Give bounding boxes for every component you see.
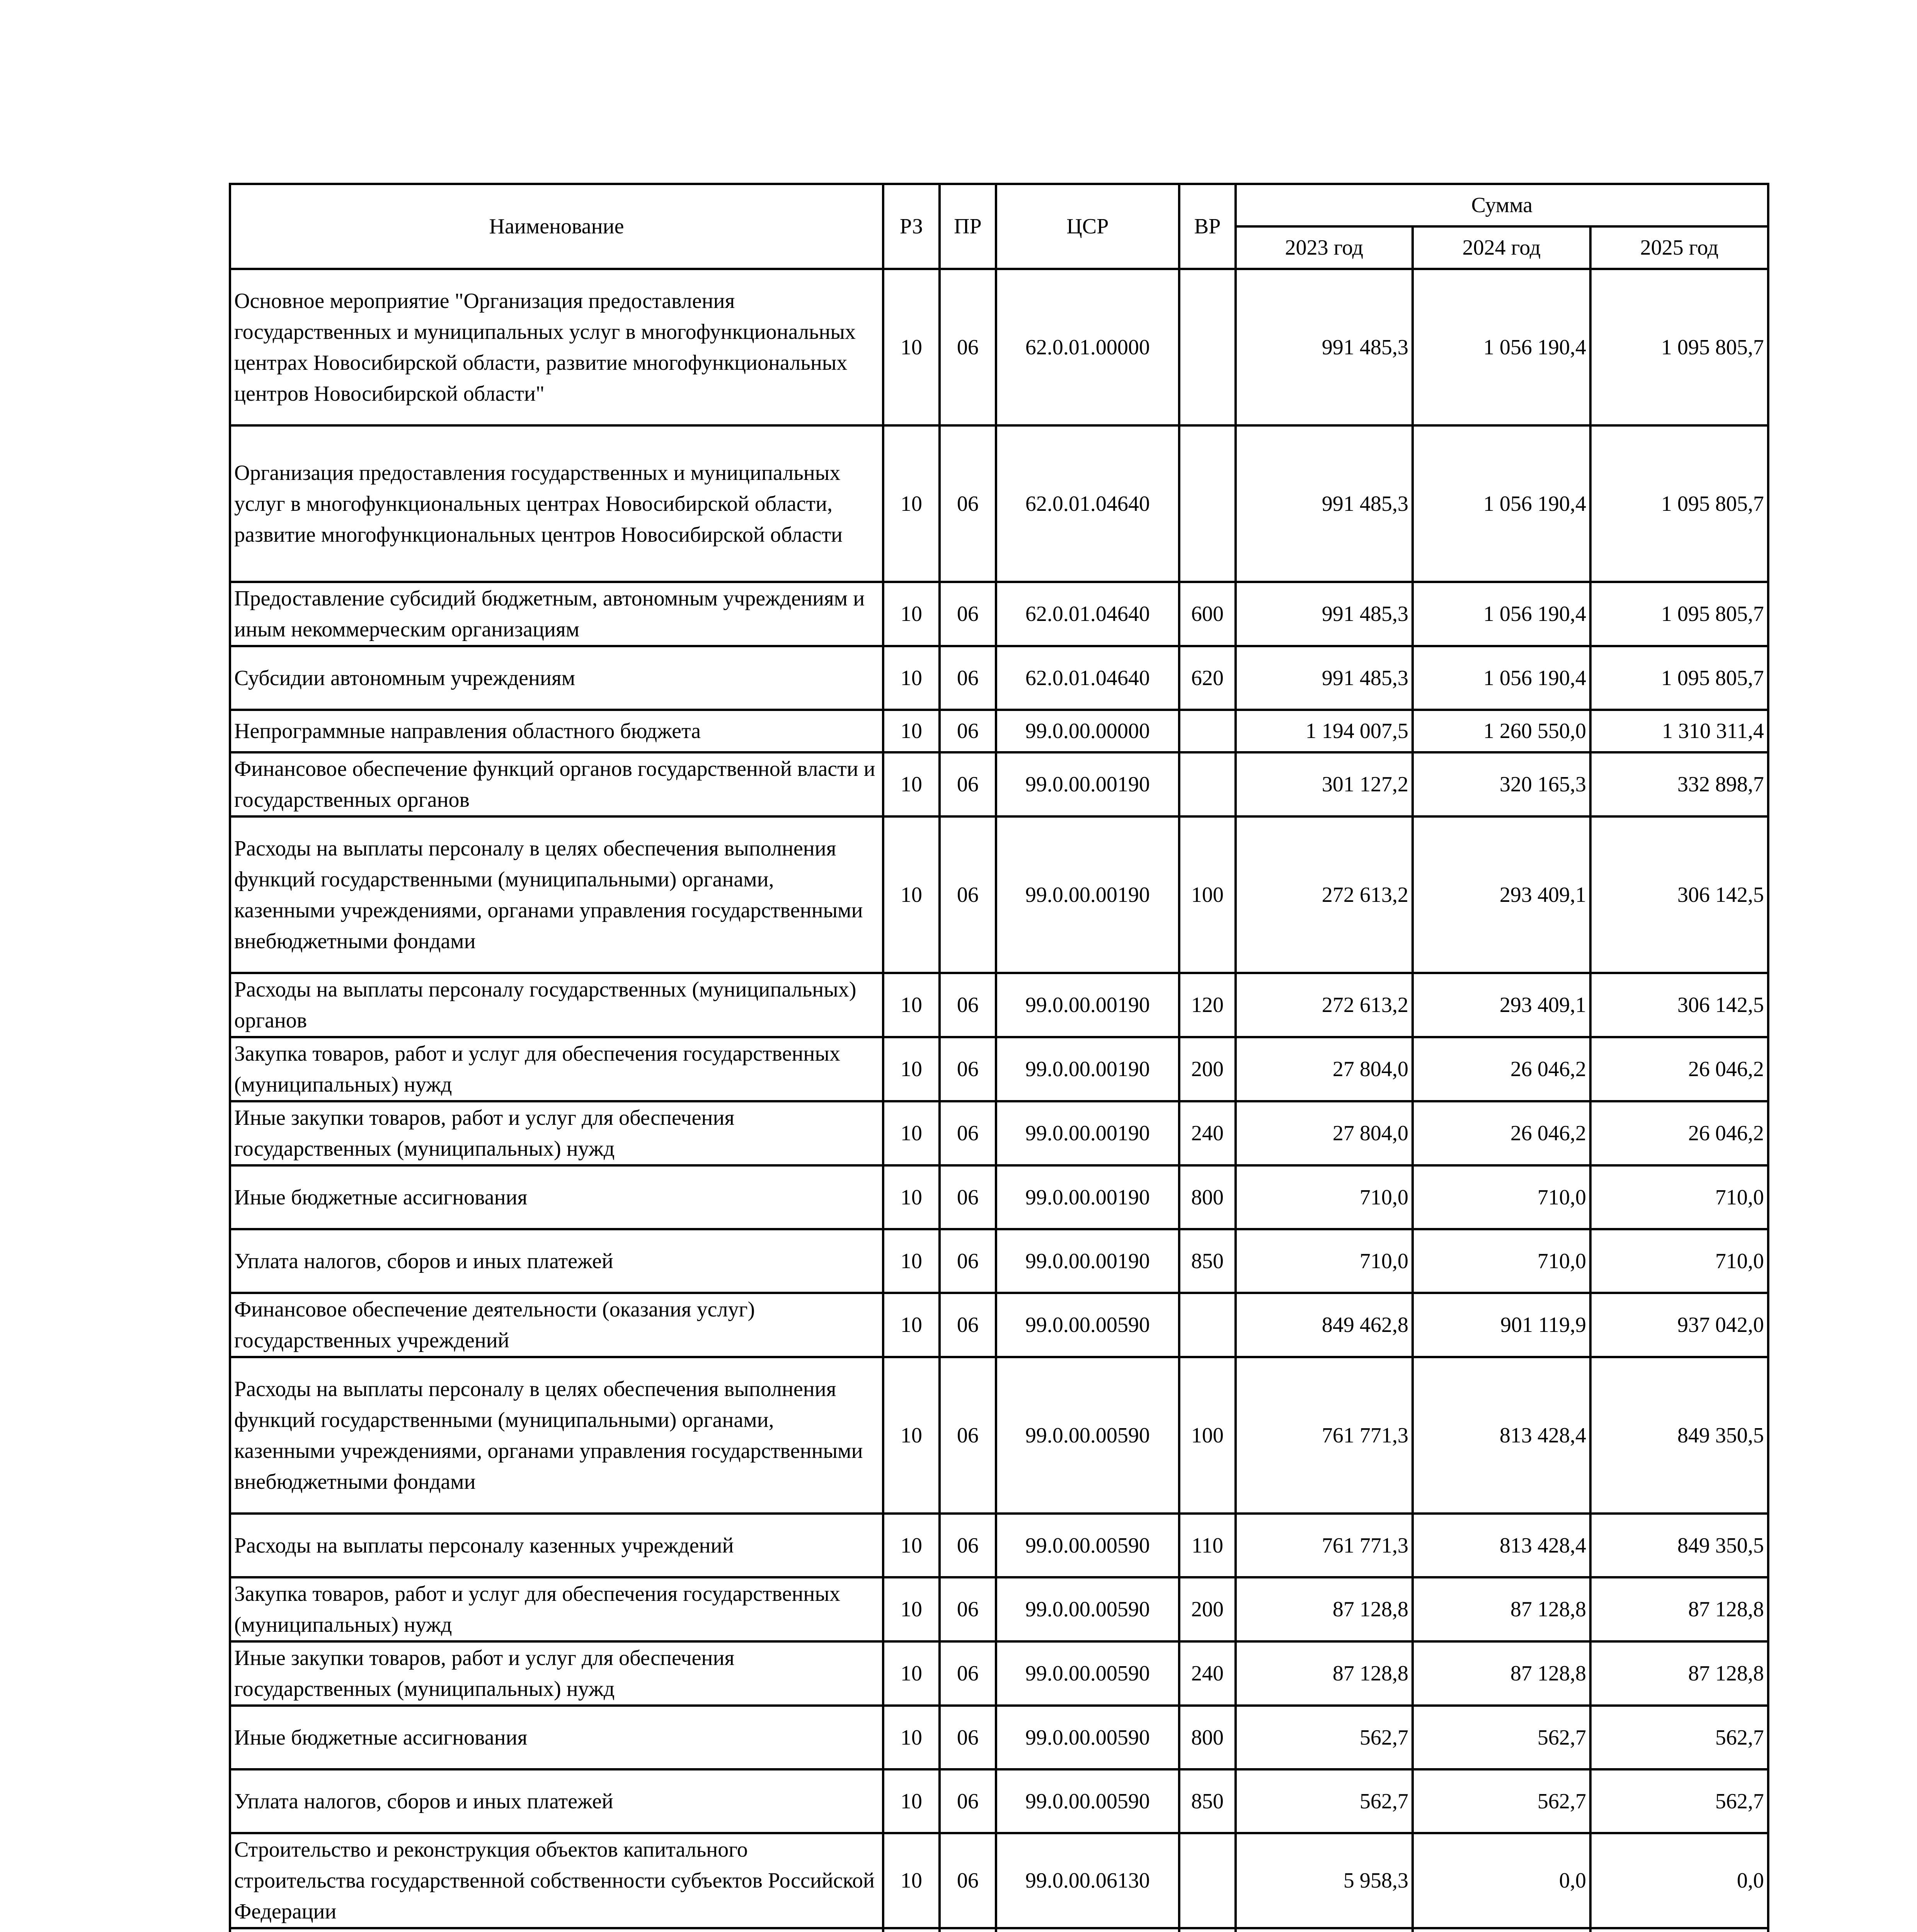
row-sum-2023: 991 485,3 — [1236, 269, 1413, 425]
row-sum-2023: 849 462,8 — [1236, 1293, 1413, 1357]
row-name: Основное мероприятие "Организация предоставления государственных и муниципальных услуг в многофункциональных центрах Новосибирской области, развитие многофункциональных центров Новосибирской области" — [230, 269, 883, 425]
row-name: Иные бюджетные ассигнования — [230, 1165, 883, 1229]
row-rz: 10 — [883, 816, 940, 973]
table-body — [230, 269, 1768, 1932]
header-rz: РЗ — [883, 184, 940, 269]
row-sum-2025: 849 350,5 — [1590, 1357, 1768, 1514]
table-row — [230, 425, 1768, 582]
table-row — [230, 1641, 1768, 1706]
row-pr: 06 — [940, 1769, 996, 1833]
row-sum-2025: 1 095 805,7 — [1590, 646, 1768, 710]
row-csr — [996, 1928, 1179, 1932]
row-csr: 99.0.00.00590 — [996, 1706, 1179, 1769]
row-pr: 06 — [940, 816, 996, 973]
row-csr: 99.0.00.00190 — [996, 1101, 1179, 1165]
row-pr: 06 — [940, 1165, 996, 1229]
row-name: Субсидии автономным учреждениям — [230, 646, 883, 710]
row-vr: 110 — [1179, 1514, 1236, 1577]
row-vr: 240 — [1179, 1641, 1236, 1706]
row-sum-2024: 87 128,8 — [1413, 1577, 1590, 1641]
row-sum-2024: 320 165,3 — [1413, 752, 1590, 816]
row-vr: 620 — [1179, 646, 1236, 710]
row-pr: 06 — [940, 1641, 996, 1706]
row-rz: 10 — [883, 1229, 940, 1293]
row-sum-2023: 5 958,3 — [1236, 1833, 1413, 1928]
header-year-2023: 2023 год — [1236, 226, 1413, 269]
row-name: Организация предоставления государственных и муниципальных услуг в многофункциональных центрах Новосибирской области, развитие многофункциональных центров Новосибирской области — [230, 425, 883, 582]
row-sum-2023: 761 771,3 — [1236, 1357, 1413, 1514]
row-sum-2023: 991 485,3 — [1236, 425, 1413, 582]
row-vr — [1179, 269, 1236, 425]
row-rz: 10 — [883, 425, 940, 582]
row-rz: 10 — [883, 1577, 940, 1641]
row-vr: 850 — [1179, 1229, 1236, 1293]
row-rz: 10 — [883, 710, 940, 752]
row-sum-2024: 26 046,2 — [1413, 1101, 1590, 1165]
row-sum-2025: 26 046,2 — [1590, 1037, 1768, 1101]
row-sum-2023: 27 804,0 — [1236, 1101, 1413, 1165]
row-vr — [1179, 710, 1236, 752]
table-row — [230, 1577, 1768, 1641]
row-name: Расходы на выплаты персоналу государственных (муниципальных) органов — [230, 973, 883, 1037]
row-name: Уплата налогов, сборов и иных платежей — [230, 1769, 883, 1833]
table-row — [230, 269, 1768, 425]
row-rz: 10 — [883, 1833, 940, 1928]
row-vr: 240 — [1179, 1101, 1236, 1165]
row-sum-2024: 710,0 — [1413, 1229, 1590, 1293]
row-name: Расходы на выплаты персоналу казенных учреждений — [230, 1514, 883, 1577]
row-csr: 99.0.00.00190 — [996, 973, 1179, 1037]
row-sum-2023: 87 128,8 — [1236, 1577, 1413, 1641]
row-rz: 10 — [883, 646, 940, 710]
row-vr — [1179, 425, 1236, 582]
row-csr: 62.0.01.04640 — [996, 425, 1179, 582]
row-sum-2025: 710,0 — [1590, 1165, 1768, 1229]
row-vr: 120 — [1179, 973, 1236, 1037]
row-sum-2024: 1 056 190,4 — [1413, 425, 1590, 582]
row-rz: 10 — [883, 1706, 940, 1769]
header-name: Наименование — [230, 184, 883, 269]
row-pr: 06 — [940, 752, 996, 816]
row-name: Закупка товаров, работ и услуг для обеспечения государственных (муниципальных) нужд — [230, 1037, 883, 1101]
row-sum-2025: 306 142,5 — [1590, 816, 1768, 973]
row-pr: 06 — [940, 973, 996, 1037]
table-row — [230, 646, 1768, 710]
row-vr: 100 — [1179, 816, 1236, 973]
row-sum-2025: 849 350,5 — [1590, 1514, 1768, 1577]
row-sum-2023 — [1236, 1928, 1413, 1932]
row-sum-2024: 87 128,8 — [1413, 1641, 1590, 1706]
row-rz: 10 — [883, 1641, 940, 1706]
row-name: Иные закупки товаров, работ и услуг для обеспечения государственных (муниципальных) нужд — [230, 1101, 883, 1165]
row-sum-2023: 301 127,2 — [1236, 752, 1413, 816]
row-sum-2025: 1 095 805,7 — [1590, 269, 1768, 425]
row-name: Финансовое обеспечение функций органов государственной власти и государственных органов — [230, 752, 883, 816]
row-csr: 99.0.00.06130 — [996, 1833, 1179, 1928]
row-pr: 06 — [940, 269, 996, 425]
row-sum-2023: 27 804,0 — [1236, 1037, 1413, 1101]
row-sum-2023: 272 613,2 — [1236, 816, 1413, 973]
row-pr: 06 — [940, 1037, 996, 1101]
row-sum-2024: 562,7 — [1413, 1769, 1590, 1833]
row-vr: 200 — [1179, 1577, 1236, 1641]
row-name: Иные бюджетные ассигнования — [230, 1706, 883, 1769]
table-row — [230, 1101, 1768, 1165]
row-rz: 10 — [883, 1293, 940, 1357]
row-vr — [1179, 752, 1236, 816]
row-vr — [1179, 1928, 1236, 1932]
table-row — [230, 1769, 1768, 1833]
row-csr: 99.0.00.00590 — [996, 1769, 1179, 1833]
table-row — [230, 1928, 1768, 1932]
row-sum-2025: 1 310 311,4 — [1590, 710, 1768, 752]
row-sum-2024: 0,0 — [1413, 1833, 1590, 1928]
row-pr: 06 — [940, 1577, 996, 1641]
table-row — [230, 816, 1768, 973]
budget-table — [229, 183, 1769, 1932]
row-sum-2025: 1 095 805,7 — [1590, 425, 1768, 582]
row-csr: 62.0.01.04640 — [996, 646, 1179, 710]
row-sum-2023: 710,0 — [1236, 1229, 1413, 1293]
table-row — [230, 752, 1768, 816]
row-rz: 10 — [883, 1769, 940, 1833]
row-sum-2023: 562,7 — [1236, 1706, 1413, 1769]
row-vr — [1179, 1833, 1236, 1928]
table-row — [230, 1229, 1768, 1293]
row-name: Расходы на выплаты персоналу в целях обеспечения выполнения функций государственными (муниципальными) органами, казенными учреждениями, органами управления государственными внебюджетными фондами — [230, 816, 883, 973]
row-sum-2024: 710,0 — [1413, 1165, 1590, 1229]
row-name — [230, 1928, 883, 1932]
row-name: Непрограммные направления областного бюджета — [230, 710, 883, 752]
row-sum-2024: 1 260 550,0 — [1413, 710, 1590, 752]
row-csr: 62.0.01.00000 — [996, 269, 1179, 425]
row-rz: 10 — [883, 269, 940, 425]
table-row — [230, 1706, 1768, 1769]
row-pr: 06 — [940, 1514, 996, 1577]
row-sum-2025: 306 142,5 — [1590, 973, 1768, 1037]
row-sum-2025: 87 128,8 — [1590, 1577, 1768, 1641]
row-name: Иные закупки товаров, работ и услуг для обеспечения государственных (муниципальных) нужд — [230, 1641, 883, 1706]
table-row — [230, 582, 1768, 646]
row-sum-2024: 1 056 190,4 — [1413, 646, 1590, 710]
row-sum-2023: 272 613,2 — [1236, 973, 1413, 1037]
table-row — [230, 710, 1768, 752]
row-sum-2025: 0,0 — [1590, 1833, 1768, 1928]
row-vr: 600 — [1179, 582, 1236, 646]
row-name: Предоставление субсидий бюджетным, автономным учреждениям и иным некоммерческим организациям — [230, 582, 883, 646]
row-rz: 10 — [883, 582, 940, 646]
row-vr: 800 — [1179, 1706, 1236, 1769]
row-rz: 10 — [883, 1037, 940, 1101]
row-name: Закупка товаров, работ и услуг для обеспечения государственных (муниципальных) нужд — [230, 1577, 883, 1641]
row-sum-2025: 26 046,2 — [1590, 1101, 1768, 1165]
table-row — [230, 1165, 1768, 1229]
row-vr — [1179, 1293, 1236, 1357]
row-pr: 06 — [940, 1706, 996, 1769]
row-name: Расходы на выплаты персоналу в целях обеспечения выполнения функций государственными (муниципальными) органами, казенными учреждениями, органами управления государственными внебюджетными фондами — [230, 1357, 883, 1514]
row-sum-2023: 562,7 — [1236, 1769, 1413, 1833]
table-row — [230, 973, 1768, 1037]
row-pr — [940, 1928, 996, 1932]
row-sum-2025: 710,0 — [1590, 1229, 1768, 1293]
row-sum-2025: 937 042,0 — [1590, 1293, 1768, 1357]
row-sum-2025: 562,7 — [1590, 1706, 1768, 1769]
row-sum-2024: 901 119,9 — [1413, 1293, 1590, 1357]
row-sum-2023: 87 128,8 — [1236, 1641, 1413, 1706]
row-rz: 10 — [883, 973, 940, 1037]
row-csr: 99.0.00.00590 — [996, 1577, 1179, 1641]
row-rz: 10 — [883, 752, 940, 816]
row-sum-2025: 87 128,8 — [1590, 1641, 1768, 1706]
table-row — [230, 1514, 1768, 1577]
row-sum-2024: 562,7 — [1413, 1706, 1590, 1769]
row-sum-2024: 1 056 190,4 — [1413, 269, 1590, 425]
row-pr: 06 — [940, 1229, 996, 1293]
header-year-2024: 2024 год — [1413, 226, 1590, 269]
row-sum-2025: 1 095 805,7 — [1590, 582, 1768, 646]
row-pr: 06 — [940, 710, 996, 752]
header-csr: ЦСР — [996, 184, 1179, 269]
row-pr: 06 — [940, 646, 996, 710]
row-csr: 99.0.00.00590 — [996, 1293, 1179, 1357]
row-csr: 99.0.00.00590 — [996, 1357, 1179, 1514]
row-pr: 06 — [940, 582, 996, 646]
row-csr: 99.0.00.00000 — [996, 710, 1179, 752]
row-csr: 99.0.00.00190 — [996, 1165, 1179, 1229]
row-sum-2024: 293 409,1 — [1413, 973, 1590, 1037]
row-sum-2023: 991 485,3 — [1236, 582, 1413, 646]
row-name: Уплата налогов, сборов и иных платежей — [230, 1229, 883, 1293]
row-vr: 100 — [1179, 1357, 1236, 1514]
row-name: Строительство и реконструкция объектов капитального строительства государственной собственности субъектов Российской Федерации — [230, 1833, 883, 1928]
row-sum-2025: 562,7 — [1590, 1769, 1768, 1833]
row-sum-2024: 1 056 190,4 — [1413, 582, 1590, 646]
row-csr: 99.0.00.00190 — [996, 752, 1179, 816]
row-csr: 99.0.00.00190 — [996, 1229, 1179, 1293]
header-pr: ПР — [940, 184, 996, 269]
row-pr: 06 — [940, 1293, 996, 1357]
row-pr: 06 — [940, 1101, 996, 1165]
header-sum: Сумма — [1236, 184, 1768, 226]
row-pr: 06 — [940, 1833, 996, 1928]
row-vr: 200 — [1179, 1037, 1236, 1101]
row-rz: 10 — [883, 1357, 940, 1514]
header-year-2025: 2025 год — [1590, 226, 1768, 269]
row-rz: 10 — [883, 1514, 940, 1577]
row-sum-2023: 1 194 007,5 — [1236, 710, 1413, 752]
row-sum-2024: 26 046,2 — [1413, 1037, 1590, 1101]
row-csr: 99.0.00.00590 — [996, 1514, 1179, 1577]
row-rz: 10 — [883, 1101, 940, 1165]
row-csr: 99.0.00.00190 — [996, 816, 1179, 973]
row-sum-2023: 710,0 — [1236, 1165, 1413, 1229]
row-sum-2023: 761 771,3 — [1236, 1514, 1413, 1577]
row-pr: 06 — [940, 1357, 996, 1514]
row-rz: 10 — [883, 1165, 940, 1229]
row-pr: 06 — [940, 425, 996, 582]
row-sum-2024: 293 409,1 — [1413, 816, 1590, 973]
row-rz — [883, 1928, 940, 1932]
row-name: Финансовое обеспечение деятельности (оказания услуг) государственных учреждений — [230, 1293, 883, 1357]
row-csr: 99.0.00.00590 — [996, 1641, 1179, 1706]
row-sum-2024 — [1413, 1928, 1590, 1932]
row-csr: 99.0.00.00190 — [996, 1037, 1179, 1101]
row-vr: 850 — [1179, 1769, 1236, 1833]
table-row — [230, 1293, 1768, 1357]
row-sum-2024: 813 428,4 — [1413, 1357, 1590, 1514]
row-sum-2025 — [1590, 1928, 1768, 1932]
header-vr: ВР — [1179, 184, 1236, 269]
row-vr: 800 — [1179, 1165, 1236, 1229]
row-csr: 62.0.01.04640 — [996, 582, 1179, 646]
row-sum-2023: 991 485,3 — [1236, 646, 1413, 710]
table-row — [230, 1037, 1768, 1101]
row-sum-2024: 813 428,4 — [1413, 1514, 1590, 1577]
table-row — [230, 1833, 1768, 1928]
table-row — [230, 1357, 1768, 1514]
row-sum-2025: 332 898,7 — [1590, 752, 1768, 816]
